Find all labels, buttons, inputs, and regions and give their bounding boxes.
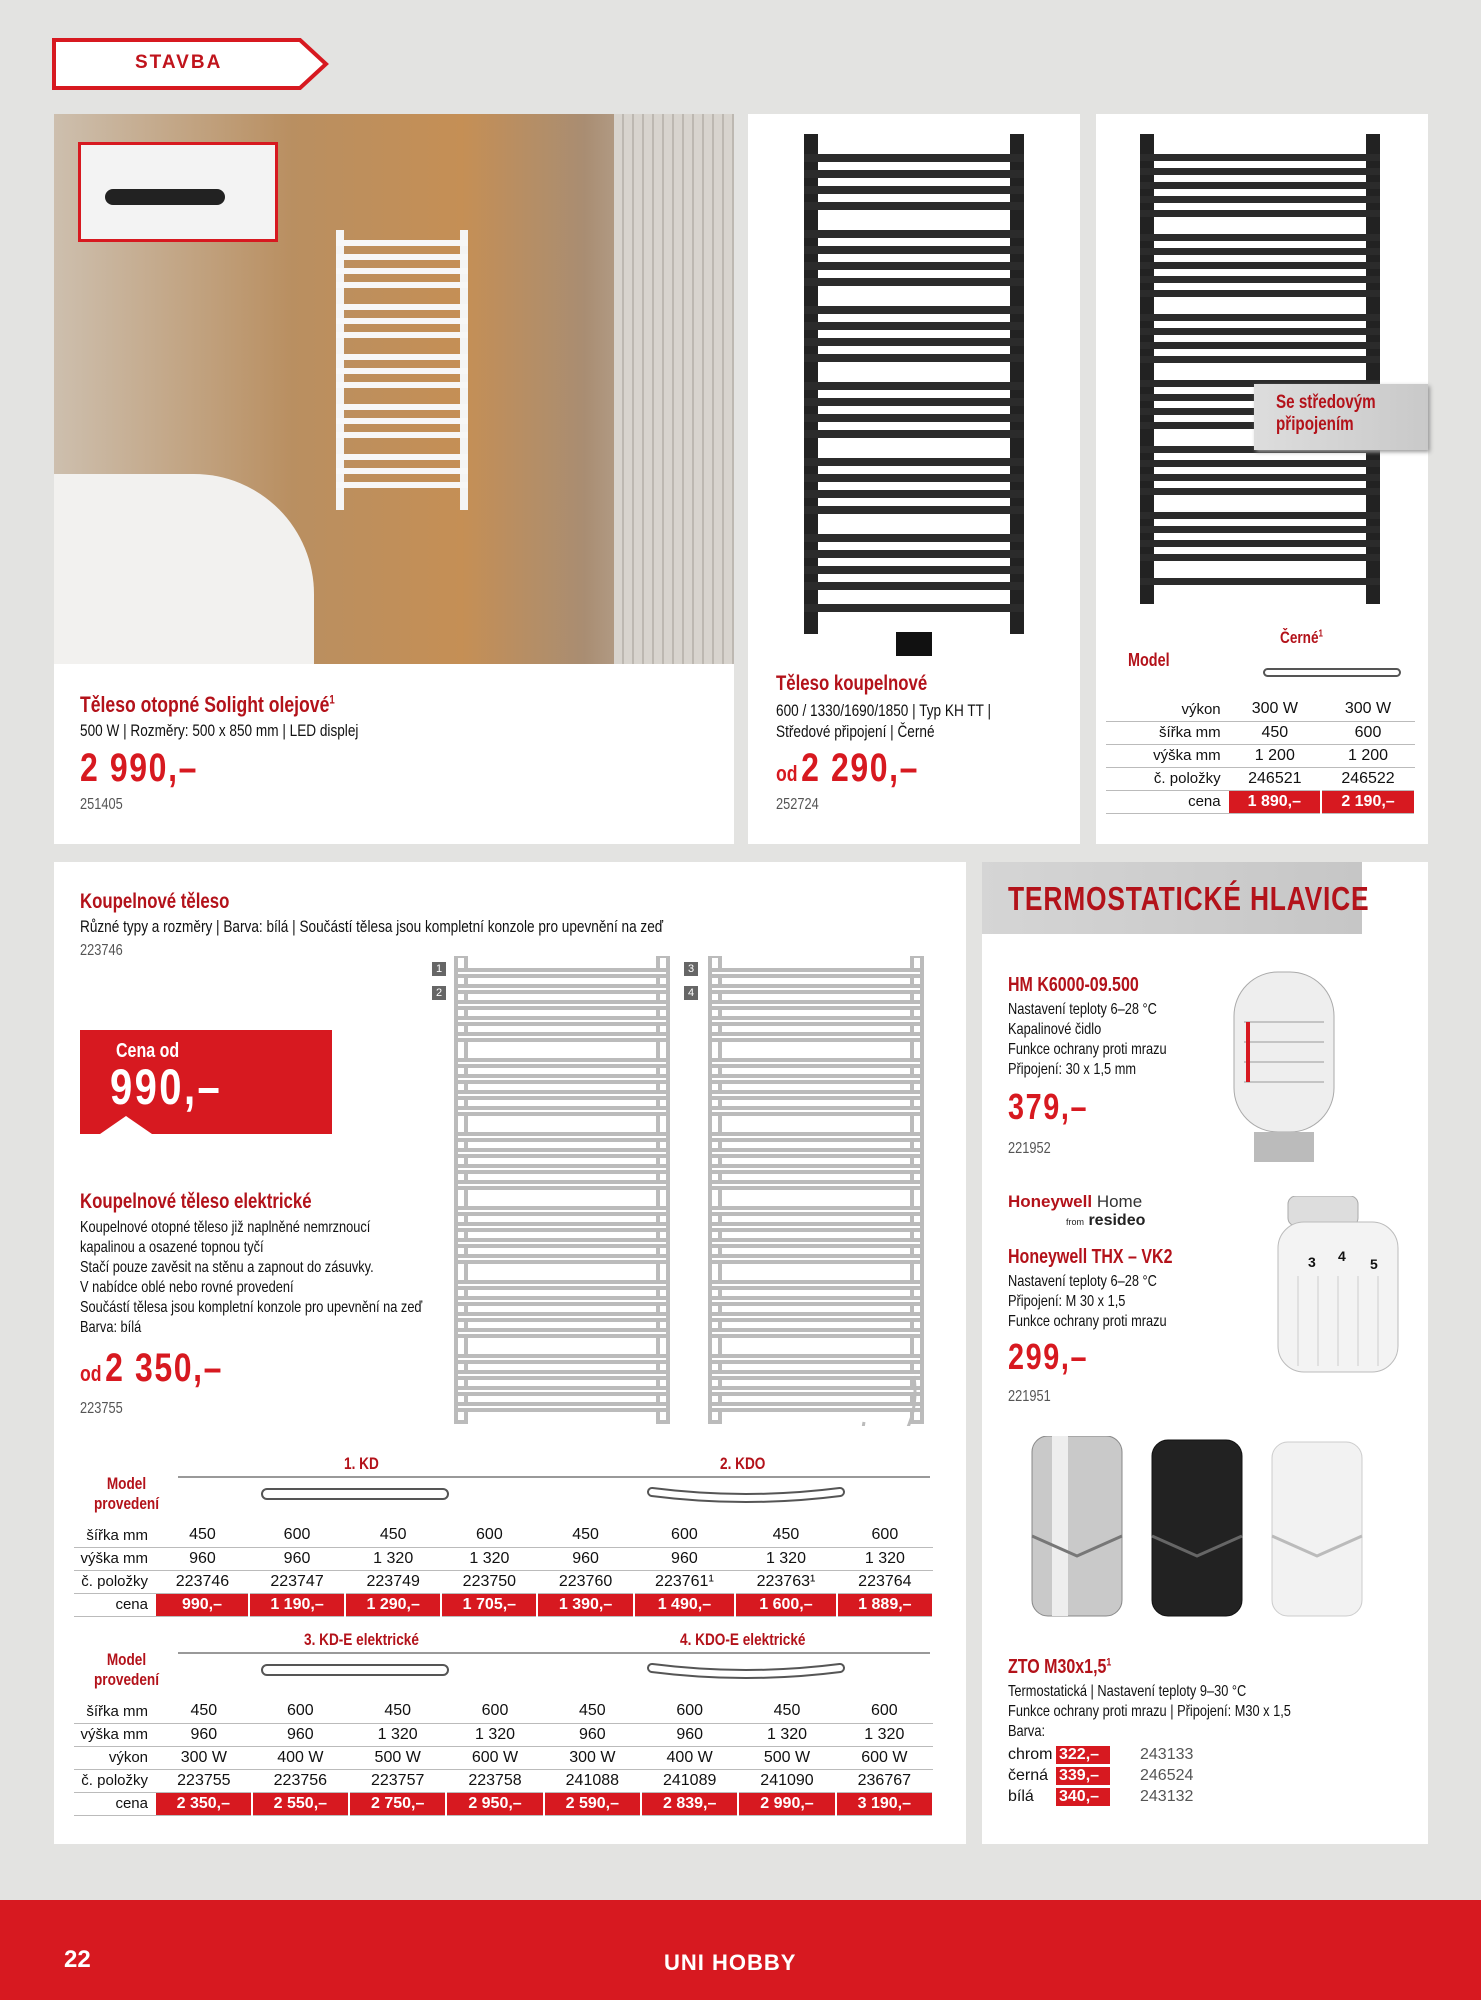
product-name: Honeywell THX – VK2 bbox=[1008, 1246, 1173, 1268]
thermostat-head-white-image bbox=[1224, 962, 1344, 1172]
table-cell: 450 bbox=[1229, 721, 1321, 744]
color-label: Černé bbox=[1280, 628, 1319, 647]
table-model-header: Model provedení bbox=[94, 1650, 159, 1689]
table-cell: 600 bbox=[252, 1700, 349, 1723]
table-cell: 1 600,– bbox=[735, 1593, 837, 1616]
row-label: č. položky bbox=[74, 1570, 156, 1593]
product-panel-bathroom-black bbox=[748, 114, 1080, 844]
table-cell: 600 bbox=[1321, 721, 1415, 744]
table-cell: 223755 bbox=[156, 1769, 252, 1792]
row-label: č. položky bbox=[1106, 767, 1229, 790]
table-cell: 2 350,– bbox=[156, 1792, 252, 1815]
row-label: výkon bbox=[1106, 698, 1229, 721]
table-cell: 2 990,– bbox=[738, 1792, 835, 1815]
page-number: 22 bbox=[64, 1946, 91, 1973]
product-name: Těleso koupelnové bbox=[776, 672, 928, 695]
table-cell: 990,– bbox=[156, 1593, 249, 1616]
white-radiator bbox=[332, 230, 472, 510]
table-cell: 223758 bbox=[446, 1769, 543, 1792]
table-cell: 450 bbox=[156, 1524, 249, 1547]
table-cell: 400 W bbox=[641, 1746, 738, 1769]
product-panel-center-connection: Se středovým připojením Model Černé$^1$ výkon 300 W 300 W šířka mm 450 600 výška mm 1 200 1 200 č. položky 246521 246522 cena 1 890,– 2 190,– bbox=[1096, 114, 1428, 844]
zto-heads-image bbox=[1022, 1436, 1382, 1626]
dial-4: 4 bbox=[1338, 1248, 1346, 1264]
table-cell: 2 590,– bbox=[544, 1792, 641, 1815]
product-desc: 500 W | Rozměry: 500 x 850 mm | LED displej bbox=[80, 721, 359, 740]
table-cell: 450 bbox=[345, 1524, 441, 1547]
table-cell: 1 320 bbox=[836, 1723, 933, 1746]
image-number: 4 bbox=[684, 986, 698, 1000]
variant-code: 243133 bbox=[1140, 1745, 1194, 1763]
table-cell: 960 bbox=[641, 1723, 738, 1746]
table-row bbox=[74, 1524, 933, 1547]
table-cell: 400 W bbox=[252, 1746, 349, 1769]
product-name: ZTO M30x1,5 bbox=[1008, 1656, 1107, 1678]
variant-price: 339,– bbox=[1056, 1767, 1110, 1785]
row-label: šířka mm bbox=[74, 1524, 156, 1547]
table-cell: 241088 bbox=[544, 1769, 641, 1792]
product-price: 2 290,– bbox=[801, 746, 920, 790]
table-cell: 960 bbox=[156, 1723, 252, 1746]
table-cell: 1 200 bbox=[1229, 744, 1321, 767]
table-cell: 600 bbox=[441, 1524, 537, 1547]
row-label: šířka mm bbox=[74, 1700, 156, 1723]
table-model-label: Model bbox=[1128, 650, 1170, 670]
group-label-kdo: 2. KDO bbox=[720, 1454, 766, 1473]
table-cell: 246521 bbox=[1229, 767, 1321, 790]
table-cell: 2 950,– bbox=[446, 1792, 543, 1815]
image-number: 1 bbox=[432, 962, 446, 976]
table-cell: 600 bbox=[446, 1700, 543, 1723]
dial-3: 3 bbox=[1308, 1254, 1316, 1270]
table-cell: 3 190,– bbox=[836, 1792, 933, 1815]
row-label: výška mm bbox=[74, 1547, 156, 1570]
table-cell: 450 bbox=[156, 1700, 252, 1723]
center-connection-badge: Se středovým připojením bbox=[1254, 384, 1428, 450]
row-label: č. položky bbox=[74, 1769, 156, 1792]
row-label: výkon bbox=[74, 1746, 156, 1769]
table-cell: 2 190,– bbox=[1321, 790, 1415, 813]
table-row bbox=[1106, 790, 1415, 813]
product-name: HM K6000-09.500 bbox=[1008, 974, 1139, 996]
variant-row bbox=[1008, 1786, 1193, 1807]
table-cell: 1 320 bbox=[446, 1723, 543, 1746]
table-cell: 600 bbox=[641, 1700, 738, 1723]
straight-pipe-icon bbox=[1262, 666, 1402, 680]
table-row bbox=[1106, 744, 1415, 767]
table-cell: 223746 bbox=[156, 1570, 249, 1593]
table-cell: 246522 bbox=[1321, 767, 1415, 790]
table-cell: 1 705,– bbox=[441, 1593, 537, 1616]
row-label: šířka mm bbox=[1106, 721, 1229, 744]
row-label: cena bbox=[74, 1593, 156, 1616]
section-heading: TERMOSTATICKÉ HLAVICE bbox=[1008, 880, 1370, 917]
product-code: 251405 bbox=[80, 796, 123, 813]
table-row bbox=[74, 1593, 933, 1616]
price-prefix: od bbox=[80, 1361, 102, 1386]
table-cell: 1 200 bbox=[1321, 744, 1415, 767]
table-cell: 1 320 bbox=[349, 1723, 446, 1746]
product-desc: Termostatická | Nastavení teploty 9–30 °C Funkce ochrany proti mrazu | Připojení: M30 x 1,5 Barva: bbox=[1008, 1683, 1291, 1740]
black-radiator-image bbox=[804, 134, 1024, 664]
product-code: 221951 bbox=[1008, 1388, 1051, 1405]
table-cell: 960 bbox=[537, 1547, 633, 1570]
product-desc: Nastavení teploty 6–28 °C Připojení: M 30 x 1,5 Funkce ochrany proti mrazu bbox=[1008, 1273, 1167, 1330]
table-cell: 223756 bbox=[252, 1769, 349, 1792]
table-cell: 960 bbox=[252, 1723, 349, 1746]
table-cell: 500 W bbox=[349, 1746, 446, 1769]
product-desc: Různé typy a rozměry | Barva: bílá | Součástí tělesa jsou kompletní konzole pro upevnění na zeď bbox=[80, 917, 664, 936]
table-cell: 960 bbox=[156, 1547, 249, 1570]
product-price-electric: 2 350,– bbox=[105, 1346, 224, 1390]
variant-code: 243132 bbox=[1140, 1787, 1194, 1805]
product-code-electric: 223755 bbox=[80, 1400, 123, 1417]
table-cell: 960 bbox=[249, 1547, 345, 1570]
table-cell: 223763¹ bbox=[735, 1570, 837, 1593]
table-cell: 1 320 bbox=[837, 1547, 933, 1570]
table-cell: 450 bbox=[735, 1524, 837, 1547]
product-code: 252724 bbox=[776, 796, 819, 813]
table-cell: 1 320 bbox=[441, 1547, 537, 1570]
table-cell: 300 W bbox=[1229, 698, 1321, 721]
section-label: STAVBA bbox=[135, 52, 223, 73]
image-number: 3 bbox=[684, 962, 698, 976]
variant-price: 322,– bbox=[1056, 1746, 1110, 1764]
variant-color: černá bbox=[1008, 1766, 1049, 1784]
price-tag-value: 990,– bbox=[110, 1059, 223, 1115]
honeywell-logo: Honeywell Home bbox=[1008, 1192, 1143, 1211]
table-row bbox=[74, 1769, 933, 1792]
variant-row bbox=[1008, 1765, 1193, 1786]
thermostat-head-honeywell-image bbox=[1268, 1196, 1408, 1376]
table-cell: 600 W bbox=[446, 1746, 543, 1769]
table-cell: 241089 bbox=[641, 1769, 738, 1792]
table-cell: 1 320 bbox=[345, 1547, 441, 1570]
resideo-logo: from resideo bbox=[1066, 1212, 1146, 1229]
row-label: výška mm bbox=[74, 1723, 156, 1746]
group-label-kde: 3. KD-E elektrické bbox=[304, 1630, 419, 1649]
table-row bbox=[74, 1746, 933, 1769]
table-cell: 223761¹ bbox=[634, 1570, 736, 1593]
row-label: cena bbox=[1106, 790, 1229, 813]
price-prefix: od bbox=[776, 761, 798, 786]
product-name: Koupelnové těleso bbox=[80, 890, 230, 913]
product-price: 2 990,– bbox=[80, 746, 198, 790]
table-cell: 236767 bbox=[836, 1769, 933, 1792]
table-cell: 600 bbox=[249, 1524, 345, 1547]
led-display-inset bbox=[78, 142, 278, 242]
white-radiator-straight-image bbox=[450, 956, 674, 1426]
bathtub bbox=[54, 474, 314, 664]
table-row bbox=[74, 1792, 933, 1815]
color-variants bbox=[1008, 1744, 1193, 1807]
table-row bbox=[74, 1723, 933, 1746]
table-cell: 223749 bbox=[345, 1570, 441, 1593]
variant-row bbox=[1008, 1744, 1193, 1765]
table-cell: 450 bbox=[544, 1700, 641, 1723]
table-cell: 1 490,– bbox=[634, 1593, 736, 1616]
table-cell: 600 bbox=[634, 1524, 736, 1547]
variant-code: 246524 bbox=[1140, 1766, 1194, 1784]
table-cell: 600 bbox=[836, 1700, 933, 1723]
table-cell: 1 320 bbox=[738, 1723, 835, 1746]
table-cell: 2 550,– bbox=[252, 1792, 349, 1815]
table-cell: 241090 bbox=[738, 1769, 835, 1792]
group-label-kd: 1. KD bbox=[344, 1454, 379, 1473]
table-cell: 223757 bbox=[349, 1769, 446, 1792]
curved-pipe-icon bbox=[646, 1480, 846, 1506]
variant-price: 340,– bbox=[1056, 1788, 1110, 1806]
straight-pipe-icon bbox=[260, 1484, 450, 1506]
table-cell: 2 839,– bbox=[641, 1792, 738, 1815]
table-row bbox=[1106, 698, 1415, 721]
unihobby-logo: UNI HOBBY bbox=[664, 1950, 797, 1975]
image-number: 2 bbox=[432, 986, 446, 1000]
product-price: 299,– bbox=[1008, 1336, 1089, 1377]
table-cell: 1 320 bbox=[735, 1547, 837, 1570]
table-cell: 300 W bbox=[1321, 698, 1415, 721]
product-desc-electric: Koupelnové otopné těleso již naplněné nemrznoucí kapalinou a osazené topnou tyčí Stačí pouze zavěsit na stěnu a zapnout do zásuvky. V nabídce oblé nebo rovné provedení Součástí tělesa jsou kompletní konzole pro upevnění na zeď Barva: bílá bbox=[80, 1219, 423, 1336]
table-cell: 1 390,– bbox=[537, 1593, 633, 1616]
group-label-kdoe: 4. KDO-E elektrické bbox=[680, 1630, 806, 1649]
product-desc: Nastavení teploty 6–28 °C Kapalinové čidlo Funkce ochrany proti mrazu Připojení: 30 x 1,5 mm bbox=[1008, 1001, 1167, 1078]
table-cell: 600 bbox=[837, 1524, 933, 1547]
product-desc-1: 600 / 1330/1690/1850 | Typ KH TT | bbox=[776, 701, 991, 720]
table-model-header: Model provedení bbox=[94, 1474, 159, 1513]
table-row bbox=[1106, 767, 1415, 790]
product-code: 221952 bbox=[1008, 1140, 1051, 1157]
table-cell: 450 bbox=[738, 1700, 835, 1723]
curved-pipe-icon bbox=[646, 1656, 846, 1682]
product-desc-2: Středové připojení | Černé bbox=[776, 722, 935, 741]
table-cell: 223750 bbox=[441, 1570, 537, 1593]
black-radiator-table bbox=[1106, 698, 1416, 814]
table-cell: 450 bbox=[537, 1524, 633, 1547]
table-cell: 960 bbox=[634, 1547, 736, 1570]
table-cell: 500 W bbox=[738, 1746, 835, 1769]
table-cell: 300 W bbox=[156, 1746, 252, 1769]
table-row bbox=[74, 1700, 933, 1723]
table-cell: 1 290,– bbox=[345, 1593, 441, 1616]
row-label: cena bbox=[74, 1792, 156, 1815]
white-radiator-curved-image bbox=[704, 956, 928, 1426]
table-kde-kdoe bbox=[74, 1700, 934, 1816]
table-cell: 960 bbox=[544, 1723, 641, 1746]
table-cell: 300 W bbox=[544, 1746, 641, 1769]
table-cell: 1 889,– bbox=[837, 1593, 933, 1616]
table-cell: 2 750,– bbox=[349, 1792, 446, 1815]
dial-5: 5 bbox=[1370, 1256, 1378, 1272]
product-name: Těleso otopné Solight olejové bbox=[80, 692, 330, 717]
table-cell: 1 190,– bbox=[249, 1593, 345, 1616]
row-label: výška mm bbox=[1106, 744, 1229, 767]
bathroom-photo bbox=[54, 114, 734, 664]
variant-color: bílá bbox=[1008, 1787, 1034, 1805]
variant-color: chrom bbox=[1008, 1745, 1053, 1763]
table-cell: 223764 bbox=[837, 1570, 933, 1593]
table-row bbox=[74, 1570, 933, 1593]
table-row bbox=[74, 1547, 933, 1570]
table-cell: 223760 bbox=[537, 1570, 633, 1593]
product-price: 379,– bbox=[1008, 1086, 1089, 1127]
table-row bbox=[1106, 721, 1415, 744]
table-cell: 450 bbox=[349, 1700, 446, 1723]
table-cell: 1 890,– bbox=[1229, 790, 1321, 813]
table-cell: 223747 bbox=[249, 1570, 345, 1593]
product-code: 223746 bbox=[80, 942, 123, 959]
product-name-electric: Koupelnové těleso elektrické bbox=[80, 1190, 312, 1213]
table-cell: 600 W bbox=[836, 1746, 933, 1769]
product-panel-white-radiators bbox=[54, 862, 966, 1844]
thermostatic-heads-panel: TERMOSTATICKÉ HLAVICE HM K6000-09.500 Nastavení teploty 6–28 °C Kapalinové čidlo Funkce ochrany proti mrazu Připojení: 30 x 1,5 mm 379,– 221952 Honeywell Home from resideo Honeywell THX – VK2 Nastavení teploty 6–28 °C Připojení: M 30 x 1,5 Funkce ochrany proti mrazu 299,– 221951 3 4 5 ZTO $M30x1,5^1$ Termostatická | Nastavení teploty 9–30 °C Funkce ochrany proti mrazu | Připojení: M30 x 1,5 Barva: chrom 322,– 243133 černá 339,– 246524 bílá 340,– 243132 bbox=[982, 862, 1428, 1844]
straight-pipe-icon bbox=[260, 1660, 450, 1682]
product-panel-solight: Těleso otopné Solight olejové$^1$ 500 W | Rozměry: 500 x 850 mm | LED displej 2 990,– 251405 bbox=[54, 114, 734, 844]
table-kd-kdo bbox=[74, 1524, 934, 1617]
black-radiator-center-image bbox=[1140, 134, 1380, 614]
price-tag-label: Cena od bbox=[116, 1040, 180, 1062]
